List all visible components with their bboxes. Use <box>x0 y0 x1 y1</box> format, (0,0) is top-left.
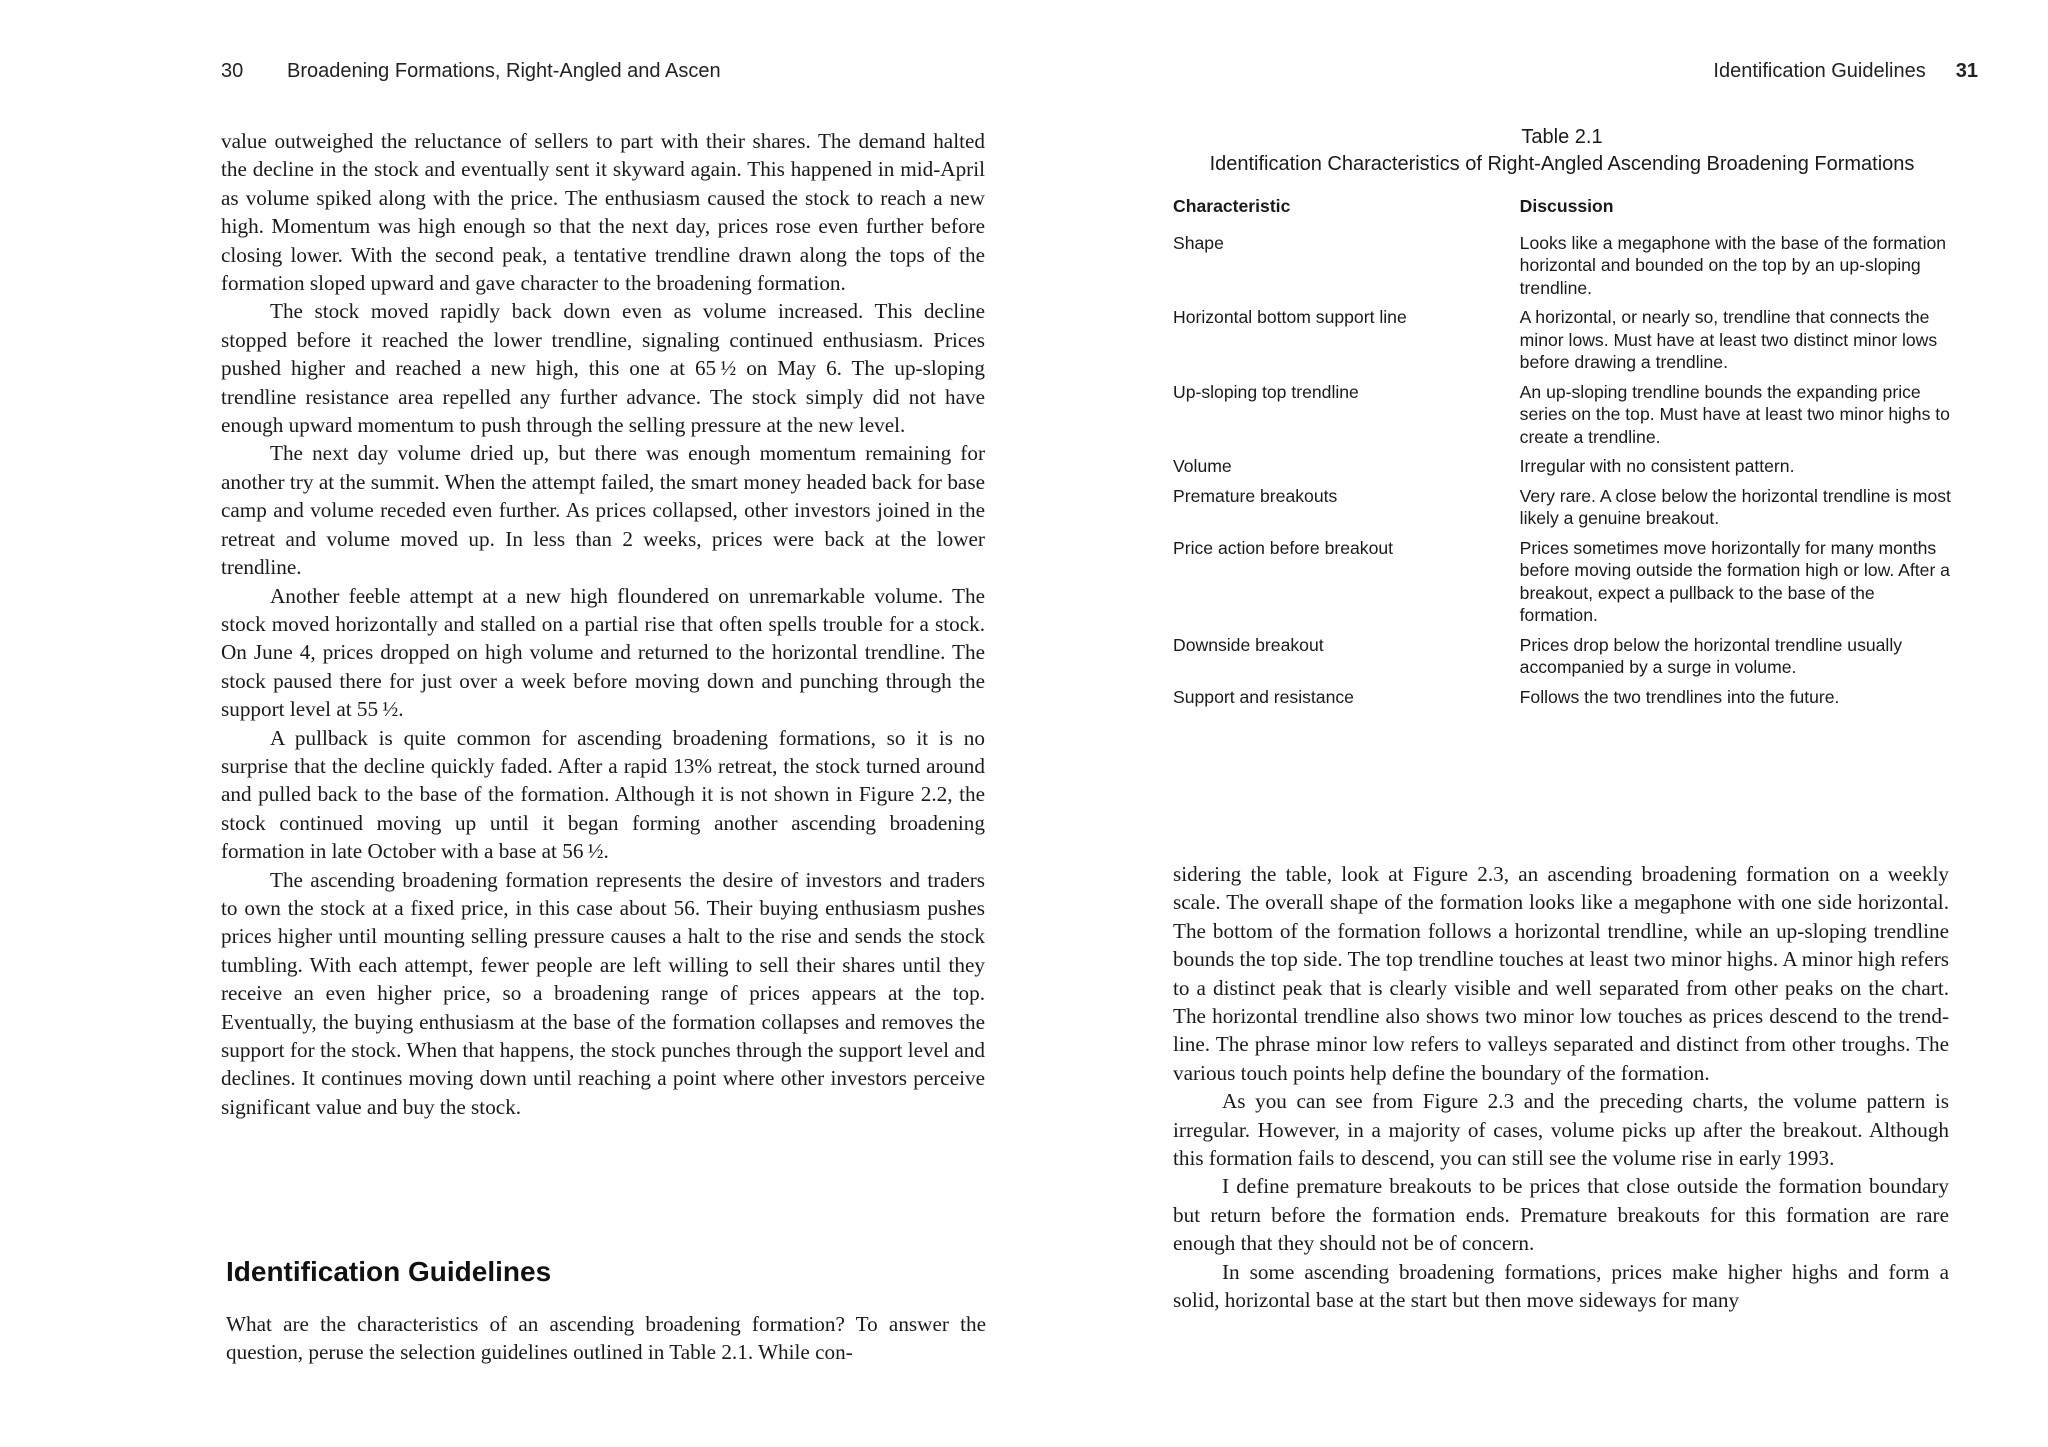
paragraph: The stock moved rapidly back down even as volume increased. This decline stopped before it reached the lower trendline, signaling continued enthusiasm. Prices pushed higher and reached a new high, this one at 65 ½ on May 6. The up-sloping trendline resistance area repelled any further advance. The stock simply did not have enough upward momentum to push through the selling pressure at the new level. <box>221 299 985 438</box>
right-page <box>1024 0 2048 1447</box>
left-page-number: 30 <box>221 60 244 82</box>
paragraph: The ascending broadening formation represents the desire of investors and traders to own the stock at a fixed price, in this case about 56. Their buying enthusiasm pushes prices higher until mounting selling pressure causes a halt to the rise and sends the stock tumbling. With each attempt, fewer people are left willing to sell their shares until they receive an even higher price, so a broadening range of prices appears at the top. Eventually, the buying enthusiasm at the base of the formation collapses and removes the support for the stock. When that happens, the stock punches through the support level and declines. It continues moving down until reaching a point where other investors perceive significant value and buy the stock. <box>221 867 985 1119</box>
table-cell-characteristic: Horizontal bottom support line <box>1173 307 1407 327</box>
table-title: Identification Characteristics of Right-Angled Ascending Broadening Formations <box>1209 153 1915 175</box>
table-row <box>1173 634 1953 686</box>
table-cell-discussion: Looks like a megaphone with the base of the formation horizontal and bounded on the top by an up-sloping trendline. <box>1519 232 1947 298</box>
table-row <box>1173 455 1953 485</box>
paragraph: sidering the table, look at Figure 2.3, an ascending broadening formation on a weekly scale. The overall shape of the formation looks like a megaphone with one side horizontal. The bottom of the formation follows a horizontal trendline, while an up-sloping trendline bounds the top side. The top trendline touches at least two minor highs. A minor high refers to a distinct peak that is clearly visible and well separated from other peaks on the chart. The horizontal trendline also shows two minor low touches as prices descend to the trendline. The phrase minor low refers to valleys separated and distinct from other troughs. The various touch points help define the boundary of the formation. <box>1173 862 1949 1085</box>
paragraph: A pullback is quite common for ascending broadening formations, so it is no surprise that the decline quickly faded. After a rapid 13% retreat, the stock turned around and pulled back to the base of the formation. Although it is not shown in Figure 2.2, the stock continued moving up until it began forming another ascending broadening formation in late October with a base at 56 ½. <box>221 725 985 864</box>
table-row <box>1173 306 1953 381</box>
paragraph: I define premature breakouts to be prices that close outside the formation boundary but return before the formation ends. Premature breakouts for this formation are rare enough that they should not be of concern. <box>1173 1174 1949 1256</box>
paragraph: value outweighed the reluctance of sellers to part with their shares. The demand halted the decline in the stock and eventually sent it skyward again. This happened in mid-April as volume spiked along with the price. The enthusiasm caused the stock to reach a new high. Momentum was high enough so that the next day, prices rose even further before closing lower. With the second peak, a tentative trendline drawn along the tops of the formation sloped upward and gave character to the broadening formation. <box>221 129 985 296</box>
left-running-head <box>221 60 721 83</box>
table-cell-discussion: Prices drop below the horizontal trendline usually accompanied by a surge in volume. <box>1519 634 1903 677</box>
paragraph: The next day volume dried up, but there was enough momentum remaining for another try at the summit. When the attempt failed, the smart money headed back for base camp and volume receded even further. As prices collapsed, other investors joined in the retreat and volume moved up. In less than 2 weeks, prices were back at the lower trendline. <box>221 441 985 580</box>
table-row <box>1173 232 1953 307</box>
table-cell-characteristic: Premature breakouts <box>1173 485 1338 506</box>
table-cell-characteristic: Up-sloping top trendline <box>1173 381 1359 402</box>
paragraph: In some ascending broadening formations, prices make higher highs and form a solid, horizontal base at the start but then move sideways for many <box>1173 1259 1949 1313</box>
paragraph: What are the characteristics of an ascending broadening formation? To answer the question, peruse the selection guidelines outlined in Table 2.1. While con- <box>226 1312 986 1365</box>
table-cell-discussion: Very rare. A close below the horizontal trendline is most likely a genuine breakout. <box>1519 485 1951 528</box>
right-running-head <box>1713 60 1978 83</box>
table-cell-characteristic: Price action before breakout <box>1173 537 1394 558</box>
table-row <box>1173 686 1953 716</box>
column-header-discussion: Discussion <box>1519 196 1614 216</box>
table-cell-characteristic: Volume <box>1173 456 1232 476</box>
left-closing-text <box>226 1310 986 1367</box>
right-running-head-title: Identification Guidelines <box>1713 60 1926 82</box>
table-row <box>1173 485 1953 537</box>
right-page-number: 31 <box>1955 60 1978 82</box>
table-label: Table 2.1 <box>1521 126 1603 148</box>
table-cell-discussion: An up-sloping trendline bounds the expanding price series on the top. Must have at least two minor highs to create a trendline. <box>1519 381 1950 447</box>
left-body-text <box>221 127 985 1121</box>
left-running-head-title: Broadening Formations, Right-Angled and Ascen <box>287 60 721 82</box>
table-cell-discussion: Prices sometimes move horizontally for many months before moving outside the formation high or low. After a breakout, expect a pullback to the base of the formation. <box>1519 537 1950 625</box>
table-cell-discussion: Irregular with no consistent pattern. <box>1519 456 1795 476</box>
right-body-text <box>1173 860 1949 1315</box>
characteristics-table <box>1173 195 1953 715</box>
paragraph: Another feeble attempt at a new high floundered on unremarkable volume. The stock moved horizontally and stalled on a partial rise that often spells trouble for a stock. On June 4, prices dropped on high volume and returned to the horizontal trendline. The stock paused there for just over a week before moving down and punching through the support level at 55 ½. <box>221 583 985 722</box>
table-cell-discussion: A horizontal, or nearly so, trendline that connects the minor lows. Must have at least two distinct minor lows before drawing a trendline. <box>1519 307 1938 372</box>
table-row <box>1173 381 1953 456</box>
table-cell-characteristic: Downside breakout <box>1173 634 1324 655</box>
paragraph: As you can see from Figure 2.3 and the preceding charts, the volume pattern is irregular. However, in a majority of cases, volume picks up after the breakout. Although this formation fails to descend, you can still see the volume rise in early 1993. <box>1173 1089 1949 1171</box>
table-row <box>1173 537 1953 634</box>
table-caption <box>1132 124 1992 178</box>
table-header-row <box>1173 195 1953 232</box>
table-cell-characteristic: Support and resistance <box>1173 686 1354 707</box>
table-cell-discussion: Follows the two trendlines into the future. <box>1519 686 1840 707</box>
column-header-characteristic: Characteristic <box>1173 196 1291 216</box>
table-cell-characteristic: Shape <box>1173 232 1224 253</box>
section-heading: Identification Guidelines <box>226 1256 552 1287</box>
